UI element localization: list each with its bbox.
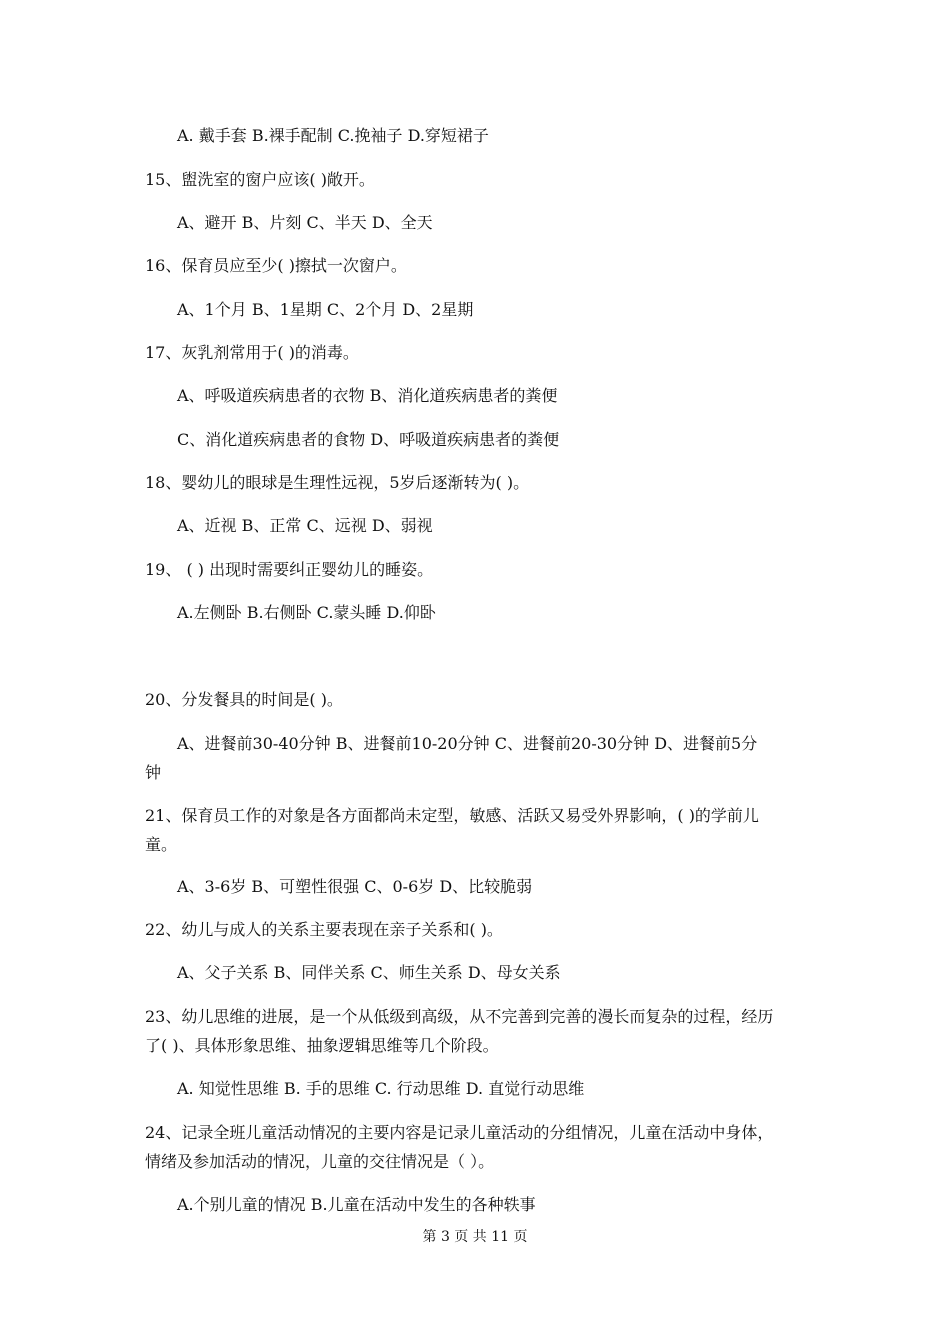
q17-question: 17、灰乳剂常用于( )的消毒。 bbox=[145, 343, 359, 362]
q17-options-ab: A、呼吸道疾病患者的衣物 B、消化道疾病患者的粪便 bbox=[177, 386, 558, 405]
q20-options: A、进餐前30-40分钟 B、进餐前10-20分钟 C、进餐前20-30分钟 D、进餐前5分 bbox=[177, 734, 758, 753]
q21-question-wrap: 童。 bbox=[145, 835, 178, 854]
q16-question: 16、保育员应至少( )擦拭一次窗户。 bbox=[145, 256, 407, 275]
q24-question-wrap: 情绪及参加活动的情况，儿童的交往情况是（ ）。 bbox=[145, 1152, 495, 1171]
q19-question: 19、 ( ) 出现时需要纠正婴幼儿的睡姿。 bbox=[145, 560, 434, 579]
q18-options: A、近视 B、正常 C、远视 D、弱视 bbox=[177, 516, 433, 535]
q19-options: A.左侧卧 B.右侧卧 C.蒙头睡 D.仰卧 bbox=[177, 603, 436, 622]
q16-options: A、1个月 B、1星期 C、2个月 D、2星期 bbox=[177, 300, 474, 319]
q15-question: 15、盥洗室的窗户应该( )敞开。 bbox=[145, 170, 375, 189]
q14-options: A. 戴手套 B.裸手配制 C.挽袖子 D.穿短裙子 bbox=[177, 126, 489, 145]
q24-options-ab: A.个别儿童的情况 B.儿童在活动中发生的各种轶事 bbox=[177, 1195, 536, 1214]
q18-question: 18、婴幼儿的眼球是生理性远视，5岁后逐渐转为( )。 bbox=[145, 473, 530, 492]
q15-options: A、避开 B、片刻 C、半天 D、全天 bbox=[177, 213, 433, 232]
q21-question: 21、保育员工作的对象是各方面都尚未定型，敏感、活跃又易受外界影响，( )的学前儿 bbox=[145, 806, 759, 825]
page-footer: 第 3 页 共 11 页 bbox=[422, 1229, 528, 1245]
q22-question: 22、幼儿与成人的关系主要表现在亲子关系和( )。 bbox=[145, 920, 503, 939]
q22-options: A、父子关系 B、同伴关系 C、师生关系 D、母女关系 bbox=[177, 963, 561, 982]
q23-question: 23、幼儿思维的进展，是一个从低级到高级，从不完善到完善的漫长而复杂的过程，经历 bbox=[145, 1007, 774, 1026]
q20-options-wrap: 钟 bbox=[145, 763, 162, 782]
q20-question: 20、分发餐具的时间是( )。 bbox=[145, 690, 343, 709]
q23-options: A. 知觉性思维 B. 手的思维 C. 行动思维 D. 直觉行动思维 bbox=[177, 1079, 585, 1098]
q17-options-cd: C、消化道疾病患者的食物 D、呼吸道疾病患者的粪便 bbox=[177, 430, 560, 449]
q24-question: 24、记录全班儿童活动情况的主要内容是记录儿童活动的分组情况，儿童在活动中身体， bbox=[145, 1123, 774, 1142]
q21-options: A、3-6岁 B、可塑性很强 C、0-6岁 D、比较脆弱 bbox=[177, 877, 533, 896]
q23-question-wrap: 了( )、具体形象思维、抽象逻辑思维等几个阶段。 bbox=[145, 1036, 499, 1055]
